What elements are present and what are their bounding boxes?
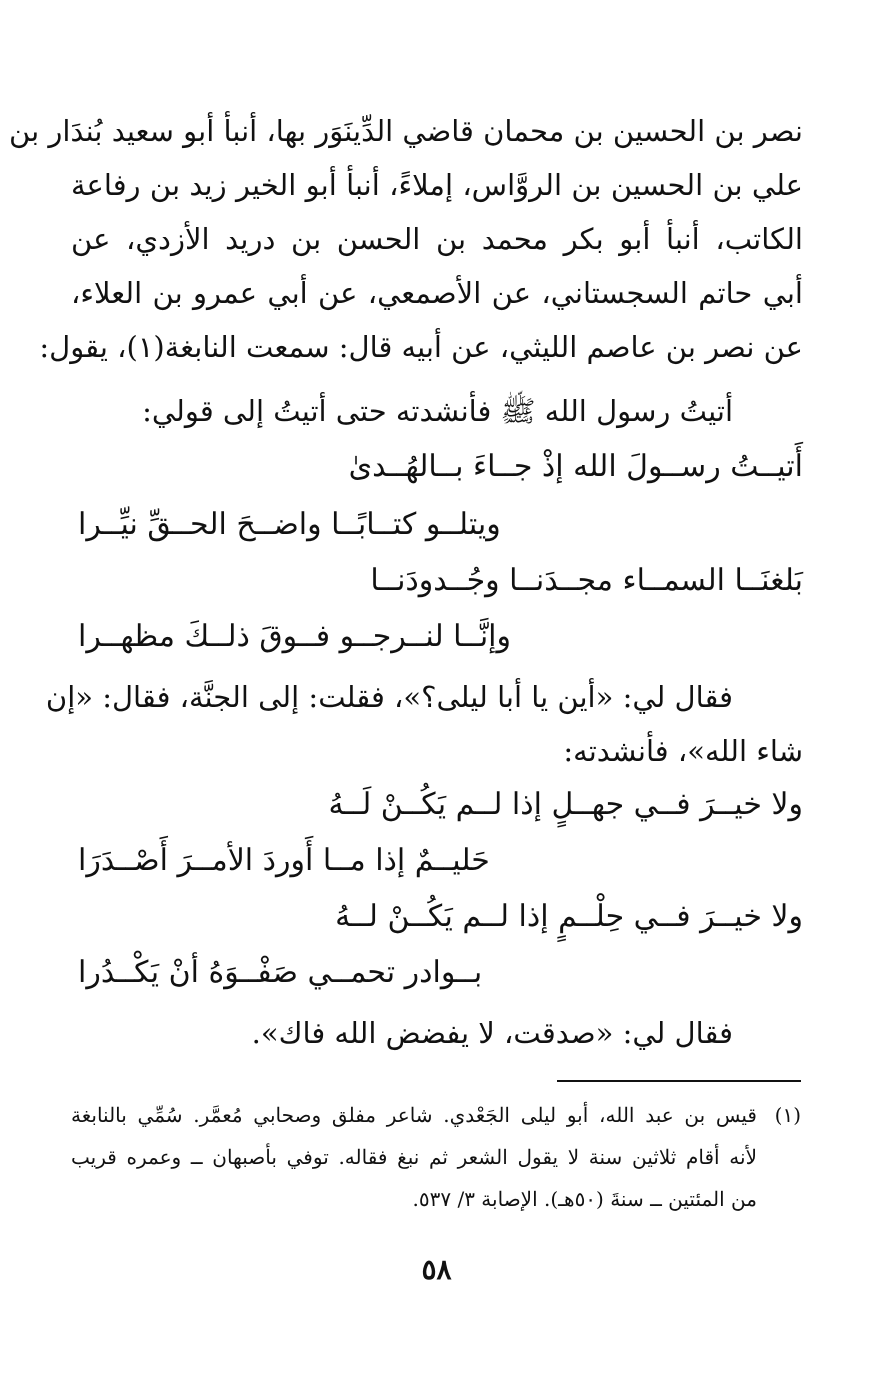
verse-4-first-hemistich: ولا خيــرَ فــي حِلْــمٍ إذا لــم يَكُــنْ لــهُ (335, 899, 803, 934)
intro-line-3: الكاتب، أنبأ أبو بكر محمد بن الحسن بن دريد الأزدي، عن (71, 222, 803, 256)
footnote (71, 1094, 801, 1220)
recitation-intro: أتيتُ رسول الله ﷺ فأنشدته حتى أتيتُ إلى قولي: (142, 394, 733, 428)
footnote-text-1: قيس بن عبد الله، أبو ليلى الجَعْدي. شاعر مفلق وصحابي مُعمَّر. سُمِّي بالنابغة (71, 1103, 757, 1127)
intro-line-1: نصر بن الحسين بن محمان قاضي الدِّينَوَر بها، أنبأ أبو سعيد بُندَار بن (9, 114, 803, 148)
verse-3-second-hemistich: حَليــمٌ إذا مــا أَوردَ الأمــرَ أَصْــدَرَا (78, 843, 490, 878)
footnote-number: (١) (774, 1103, 801, 1127)
verse-3-first-hemistich: ولا خيــرَ فــي جهــلٍ إذا لــم يَكُــنْ لَــهُ (328, 787, 803, 822)
footnote-line-2: لأنه أقام ثلاثين سنة لا يقول الشعر ثم نبغ فقاله. توفي بأصبهان ــ وعمره قريب (71, 1145, 757, 1169)
page-number: ٥٨ (421, 1253, 452, 1286)
closing-line: فقال لي: «صدقت، لا يفضض الله فاك». (251, 1016, 733, 1050)
intro-line-2: علي بن الحسين بن الروَّاس، إملاءً، أنبأ أبو الخير زيد بن رفاعة (71, 168, 803, 202)
intro-line-5: عن نصر بن عاصم الليثي، عن أبيه قال: سمعت النابغة(١)، يقول: (39, 330, 803, 364)
intro-paragraph (9, 104, 803, 374)
intro-line-4: أبي حاتم السجستاني، عن الأصمعي، عن أبي عمرو بن العلاء، (71, 276, 803, 310)
verse-1-first-hemistich: أَتيــتُ رســولَ الله إذْ جــاءَ بــالهُــدىٰ (348, 449, 803, 484)
verse-4-second-hemistich: بــوادر تحمــي صَفْــوَهُ أنْ يَكْــدُرا (78, 955, 483, 990)
verse-2-second-hemistich: وإنَّــا لنــرجــو فــوقَ ذلــكَ مظهــرا (78, 619, 512, 654)
footnote-line-3: من المئتين ــ سنةَ (٥٠هـ). الإصابة ٣/ ٥٣٧. (412, 1187, 757, 1211)
dialog-line-1: فقال لي: «أين يا أبا ليلى؟»، فقلت: إلى الجنَّة، فقال: «إن (45, 680, 733, 714)
footnote-divider (557, 1080, 801, 1082)
verse-1-second-hemistich: ويتلــو كتــابًــا واضــحَ الحــقِّ نيِّــرا (78, 507, 501, 542)
footnote-line-1 (71, 1094, 801, 1136)
verse-2-first-hemistich: بَلغنَــا السمــاء مجــدَنــا وجُــدودَنــا (370, 563, 803, 598)
dialog-line-2: شاء الله»، فأنشدته: (563, 734, 803, 768)
dialog-paragraph (45, 670, 803, 778)
